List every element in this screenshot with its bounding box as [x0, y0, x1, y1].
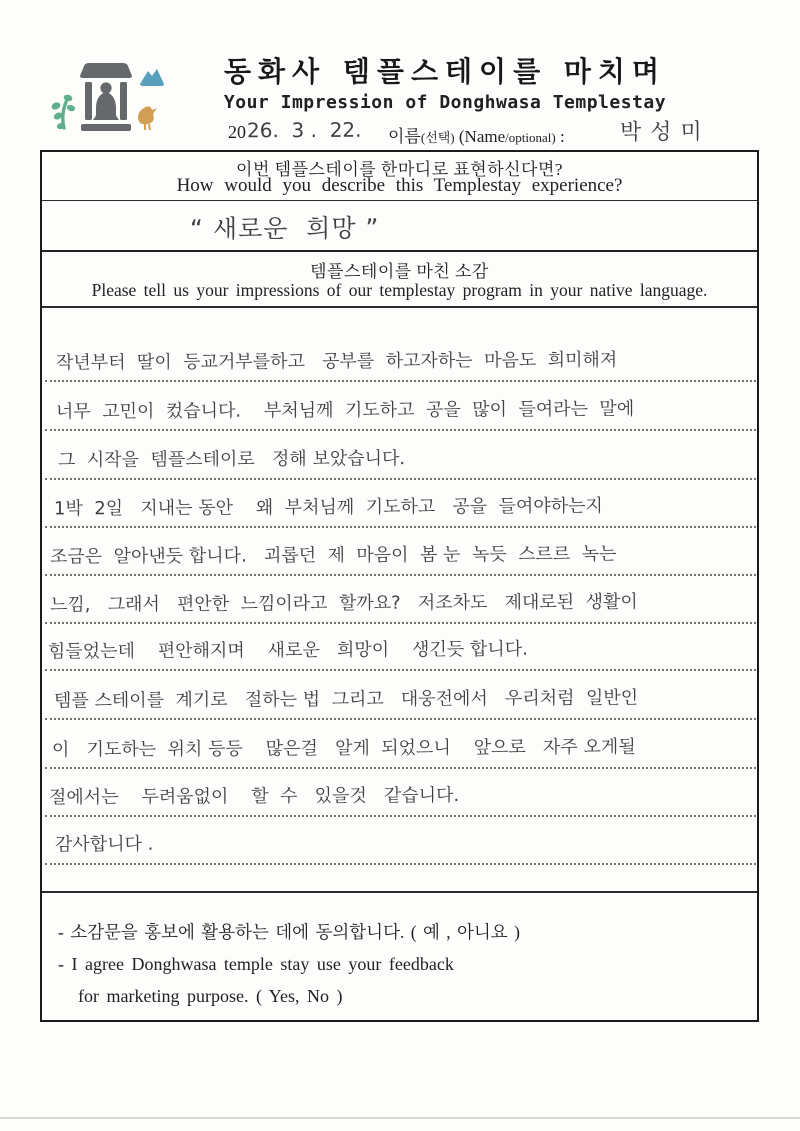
ruled-dotted-line: [45, 863, 756, 865]
ruled-dotted-line: [45, 669, 756, 671]
name-label-en-small: /optional): [505, 130, 556, 145]
name-label-colon: :: [555, 127, 569, 146]
question2-header-row: [42, 252, 757, 308]
name-label-ko-small: (선택): [420, 130, 455, 145]
essay-handwritten-line: 힘들었는데 편안해지며 새로운 희망이 생긴듯 합니다.: [47, 638, 528, 663]
ruled-dotted-line: [45, 574, 756, 576]
form-title-english: Your Impression of Donghwasa Templestay: [223, 92, 667, 113]
consent-statement-english: - I agree Donghwasa temple stay use your feedback: [58, 954, 454, 974]
question1-header-row: [42, 152, 757, 201]
name-field-label: [388, 122, 569, 147]
form-title-korean: 동화사 템플스테이를 마치며: [223, 55, 667, 88]
ruled-dotted-line: [45, 526, 756, 528]
essay-handwritten-line: 이 기도하는 위치 등등 많은걸 알게 되었으니 앞으로 자주 오게될: [51, 736, 636, 761]
essay-handwritten-line: 그 시작을 템플스테이로 정해 보았습니다.: [57, 448, 406, 471]
feedback-form-table: [40, 150, 759, 1022]
essay-handwritten-line: 절에서는 두려움없이 할 수 있을것 같습니다.: [48, 784, 460, 809]
scan-paper-edge: [0, 1117, 800, 1119]
date-name-row: [0, 118, 800, 148]
question2-english: Please tell us your impressions of our templestay program in your native language.: [91, 280, 708, 300]
question1-handwritten-answer: “ 새로운 희망 ”: [189, 213, 380, 244]
name-label-en: (Name: [454, 127, 506, 146]
ruled-dotted-line: [45, 380, 756, 382]
essay-handwritten-line: 1박 2일 지내는 동안 왜 부처님께 기도하고 공을 들여야하는지: [53, 495, 603, 520]
essay-handwritten-line: 너무 고민이 컸습니다. 부처님께 기도하고 공을 많이 들여라는 말에: [55, 398, 635, 423]
consent-statement-korean: - 소감문을 홍보에 활용하는 데에 동의합니다. ( 예 , 아니요 ): [58, 922, 520, 942]
essay-handwritten-line: 템플 스테이를 계기로 절하는 법 그리고 대웅전에서 우리처럼 일반인: [53, 687, 639, 712]
essay-writing-area: [42, 308, 757, 893]
essay-handwritten-line: 감사합니다 .: [54, 833, 154, 856]
question1-korean: 이번 템플스테이를 한마디로 표현하신다면?: [236, 160, 563, 179]
date-prefix-printed: 20: [228, 122, 246, 142]
question2-korean: 템플스테이를 마친 소감: [310, 262, 489, 281]
ruled-dotted-line: [45, 478, 756, 480]
question1-answer-row: [42, 201, 757, 252]
name-label-ko: 이름: [388, 127, 421, 146]
consent-statement-english-cont: for marketing purpose. ( Yes, No ): [78, 986, 343, 1006]
essay-handwritten-line: 느낌, 그래서 편안한 느낌이라고 할까요? 저조차도 제대로된 생활이: [49, 591, 638, 616]
question1-english: How would you describe this Templestay experience?: [176, 175, 623, 196]
essay-handwritten-line: 작년부터 딸이 등교거부를하고 공부를 하고자하는 마음도 희미해져: [55, 349, 618, 374]
ruled-dotted-line: [45, 718, 756, 720]
date-handwritten: 26. 3 . 22.: [246, 117, 362, 143]
ruled-dotted-line: [45, 767, 756, 769]
consent-section: [42, 893, 757, 1020]
ruled-dotted-line: [45, 429, 756, 431]
ruled-dotted-line: [45, 815, 756, 817]
essay-handwritten-line: 조금은 알아낸듯 합니다. 괴롭던 제 마음이 봄 눈 녹듯 스르르 녹는: [49, 543, 617, 568]
name-handwritten-value: 박성미: [619, 119, 711, 146]
ruled-dotted-line: [45, 622, 756, 624]
